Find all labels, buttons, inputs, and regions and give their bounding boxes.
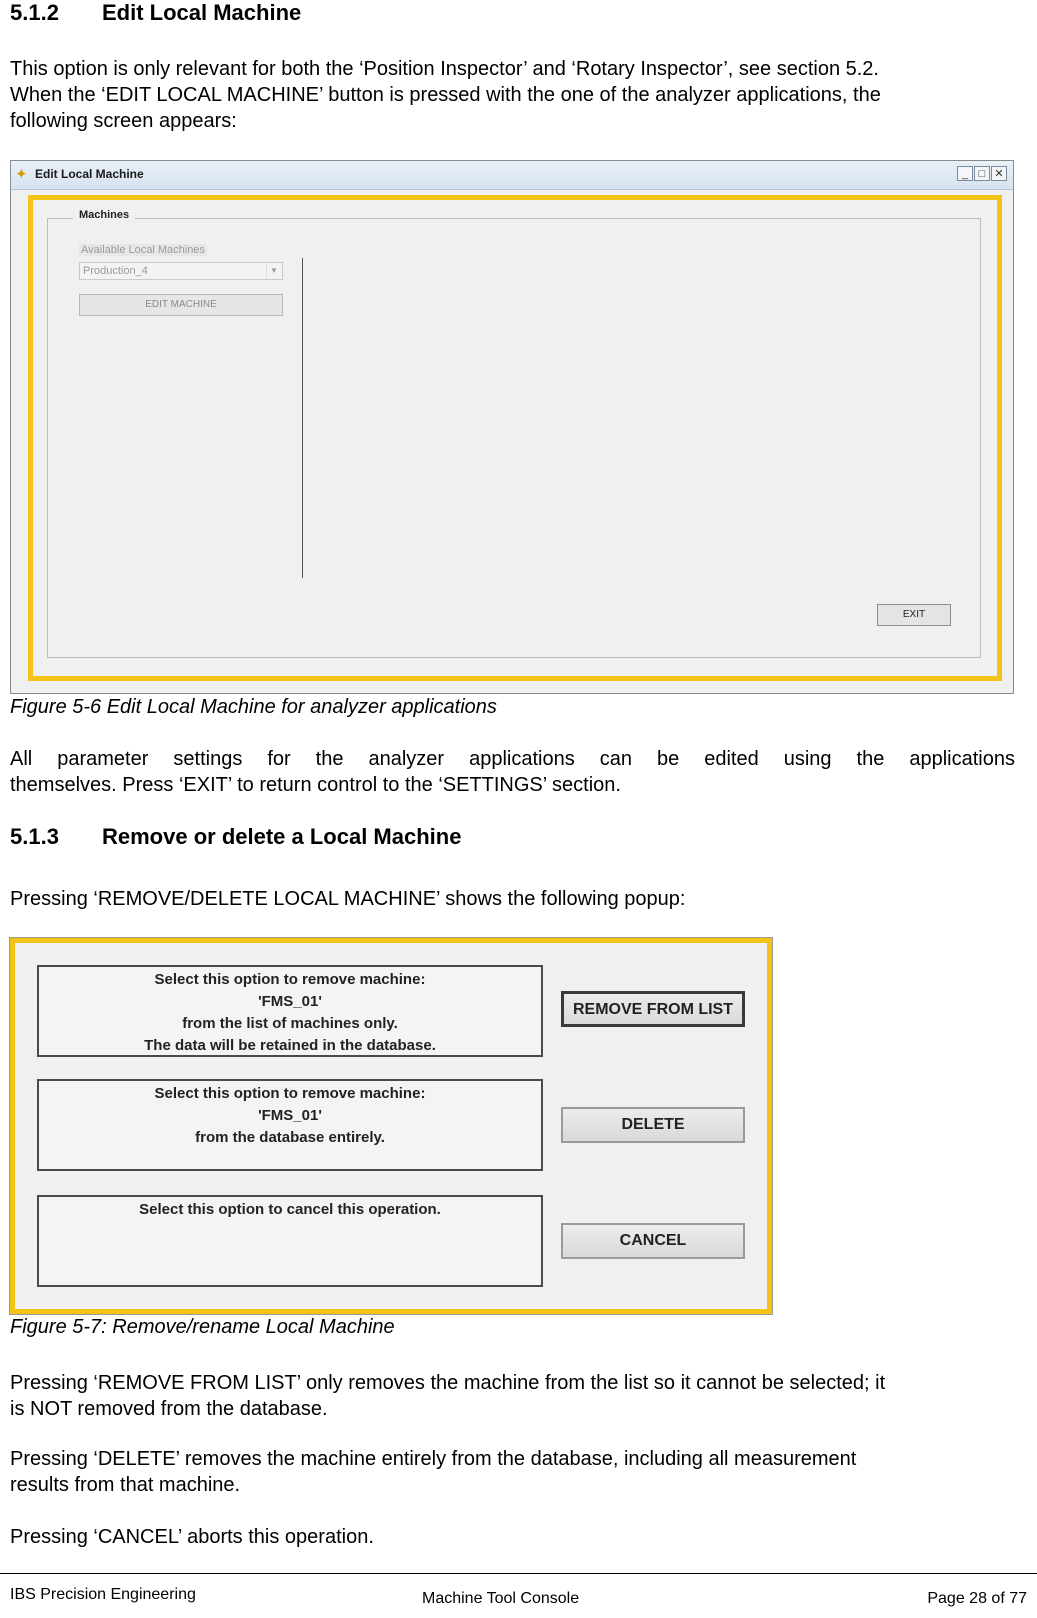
exit-button[interactable]: EXIT	[877, 604, 951, 626]
option-text: The data will be retained in the database.	[144, 1037, 436, 1054]
paragraph-line: themselves. Press ‘EXIT’ to return control to the ‘SETTINGS’ section.	[10, 774, 621, 796]
window-content	[28, 195, 1002, 681]
machine-select[interactable]	[79, 262, 283, 280]
paragraph-line: results from that machine.	[10, 1474, 241, 1496]
maximize-icon[interactable]: □	[974, 166, 990, 181]
chevron-down-icon[interactable]: ▼	[266, 264, 281, 278]
edit-local-machine-window	[10, 160, 1014, 694]
cancel-button[interactable]: CANCEL	[561, 1223, 745, 1259]
paragraph-line: Pressing ‘REMOVE FROM LIST’ only removes the machine from the list so it cannot be selected; it	[10, 1372, 886, 1394]
footer-page-number: Page 28 of 77	[927, 1590, 1027, 1607]
paragraph-popup-intro: Pressing ‘REMOVE/DELETE LOCAL MACHINE’ shows the following popup:	[10, 888, 686, 910]
paragraph-line: When the ‘EDIT LOCAL MACHINE’ button is pressed with the one of the analyzer applications, the	[10, 84, 881, 106]
paragraph-delete	[10, 1446, 1027, 1498]
option-text: Select this option to remove machine:	[154, 1085, 426, 1102]
option-text: 'FMS_01'	[258, 993, 322, 1010]
machine-select-value: Production_4	[83, 265, 148, 277]
paragraph-remove	[10, 1370, 1027, 1422]
remove-machine-popup	[10, 938, 772, 1314]
section-number: 5.1.2	[10, 0, 59, 25]
paragraph-line: Pressing ‘DELETE’ removes the machine entirely from the database, including all measurement	[10, 1448, 857, 1470]
section-heading-5-1-2	[10, 0, 301, 26]
option-text: 'FMS_01'	[258, 1107, 322, 1124]
option-text: Select this option to cancel this operation.	[139, 1201, 441, 1218]
section-title: Remove or delete a Local Machine	[102, 824, 462, 849]
window-controls	[956, 166, 1007, 182]
footer-divider	[0, 1573, 1037, 1574]
section-heading-5-1-3	[10, 824, 461, 850]
paragraph-line: following screen appears:	[10, 110, 237, 132]
option-text: Select this option to remove machine:	[154, 971, 426, 988]
paragraph-line: All parameter settings for the analyzer applications can be edited using the applications	[10, 748, 1015, 770]
paragraph-settings	[10, 746, 1015, 798]
option-text: from the list of machines only.	[182, 1015, 398, 1032]
paragraph-intro	[10, 56, 1027, 134]
section-number: 5.1.3	[10, 824, 59, 849]
section-title: Edit Local Machine	[102, 0, 302, 25]
close-icon[interactable]: ✕	[991, 166, 1007, 181]
option-text: from the database entirely.	[195, 1129, 385, 1146]
paragraph-line: is NOT removed from the database.	[10, 1398, 328, 1420]
available-machines-label: Available Local Machines	[81, 244, 205, 256]
delete-button[interactable]: DELETE	[561, 1107, 745, 1143]
footer-company: IBS Precision Engineering	[10, 1586, 196, 1603]
machines-groupbox	[47, 218, 981, 658]
minimize-icon[interactable]: _	[957, 166, 973, 181]
remove-option-description	[37, 965, 543, 1057]
paragraph-cancel: Pressing ‘CANCEL’ aborts this operation.	[10, 1526, 374, 1548]
figure-caption-5-6: Figure 5-6 Edit Local Machine for analyzer applications	[10, 696, 497, 718]
cancel-option-description	[37, 1195, 543, 1287]
footer-document-title: Machine Tool Console	[422, 1590, 580, 1607]
delete-option-description	[37, 1079, 543, 1171]
edit-machine-button[interactable]: EDIT MACHINE	[79, 294, 283, 316]
figure-caption-5-7: Figure 5-7: Remove/rename Local Machine	[10, 1316, 395, 1338]
paragraph-line: This option is only relevant for both the ‘Position Inspector’ and ‘Rotary Inspector’, see section 5.2.	[10, 58, 879, 80]
app-icon: ✦	[15, 166, 28, 183]
window-title-bar	[11, 161, 1013, 190]
remove-from-list-button[interactable]: REMOVE FROM LIST	[561, 991, 745, 1027]
divider	[302, 258, 303, 578]
machines-group-label: Machines	[73, 209, 135, 221]
window-title: Edit Local Machine	[35, 167, 144, 181]
